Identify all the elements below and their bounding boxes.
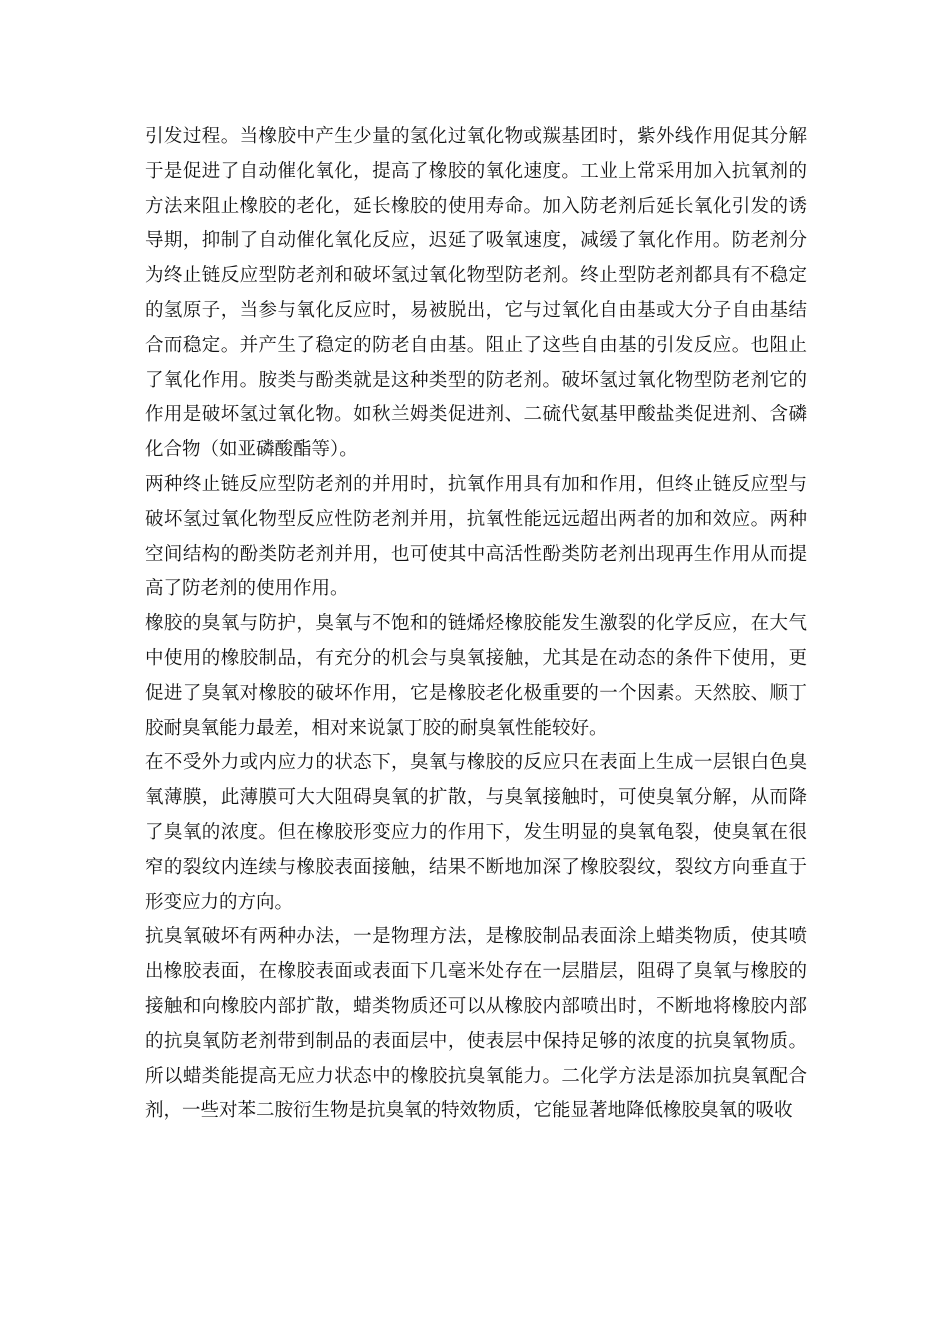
document-body (145, 120, 807, 1129)
paragraph-ozone-cracking: 在不受外力或内应力的状态下，臭氧与橡胶的反应只在表面上生成一层银白色臭氧薄膜，此薄膜可大大阻碍臭氧的扩散，与臭氧接触时，可使臭氧分解，从而降了臭氧的浓度。但在橡胶形变应力的作用下，发生明显的臭氧龟裂，使臭氧在很窄的裂纹内连续与橡胶表面接触，结果不断地加深了橡胶裂纹，裂纹方向垂直于形变应力的方向。 (145, 752, 807, 913)
paragraph-antioxidant-combination: 两种终止链反应型防老剂的并用时，抗氧作用具有加和作用，但终止链反应型与破坏氢过氧化物型反应性防老剂并用，抗氧性能远远超出两者的加和效应。两种空间结构的酚类防老剂并用，也可使其中高活性酚类防老剂出现再生作用从而提高了防老剂的使用作用。 (145, 473, 807, 600)
paragraph-ozone-protection: 橡胶的臭氧与防护，臭氧与不饱和的链烯烃橡胶能发生激裂的化学反应，在大气中使用的橡胶制品，有充分的机会与臭氧接触，尤其是在动态的条件下使用，更促进了臭氧对橡胶的破坏作用，它是橡胶老化极重要的一个因素。天然胶、顺丁胶耐臭氧能力最差，相对来说氯丁胶的耐臭氧性能较好。 (145, 613, 807, 739)
paragraph-anti-ozone-methods: 抗臭氧破坏有两种办法，一是物理方法，是橡胶制品表面涂上蜡类物质，使其喷出橡胶表面，在橡胶表面或表面下几毫米处存在一层腊层，阻碍了臭氧与橡胶的接触和向橡胶内部扩散，蜡类物质还可以从橡胶内部喷出时，不断地将橡胶内部的抗臭氧防老剂带到制品的表面层中，使表层中保持足够的浓度的抗臭氧物质。所以蜡类能提高无应力状态中的橡胶抗臭氧能力。二化学方法是添加抗臭氧配合剂，一些对苯二胺衍生物是抗臭氧的特效物质，它能显著地降低橡胶臭氧的吸收 (145, 926, 807, 1122)
paragraph-antioxidant-mechanism: 引发过程。当橡胶中产生少量的氢化过氧化物或羰基团时，紫外线作用促其分解于是促进了自动催化氧化，提高了橡胶的氧化速度。工业上常采用加入抗氧剂的方法来阻止橡胶的老化，延长橡胶的使用寿命。加入防老剂后延长氧化引发的诱导期，抑制了自动催化氧化反应，迟延了吸氧速度，减缓了氧化作用。防老剂分为终止链反应型防老剂和破坏氢过氧化物型防老剂。终止型防老剂都具有不稳定的氢原子，当参与氧化反应时，易被脱出，它与过氧化自由基或大分子自由基结合而稳定。并产生了稳定的防老自由基。阻止了这些自由基的引发反应。也阻止了氧化作用。胺类与酚类就是这种类型的防老剂。破坏氢过氧化物型防老剂它的作用是破坏氢过氧化物。如秋兰姆类促进剂、二硫代氨基甲酸盐类促进剂、含磷化合物（如亚磷酸酯等）。 (145, 126, 807, 461)
